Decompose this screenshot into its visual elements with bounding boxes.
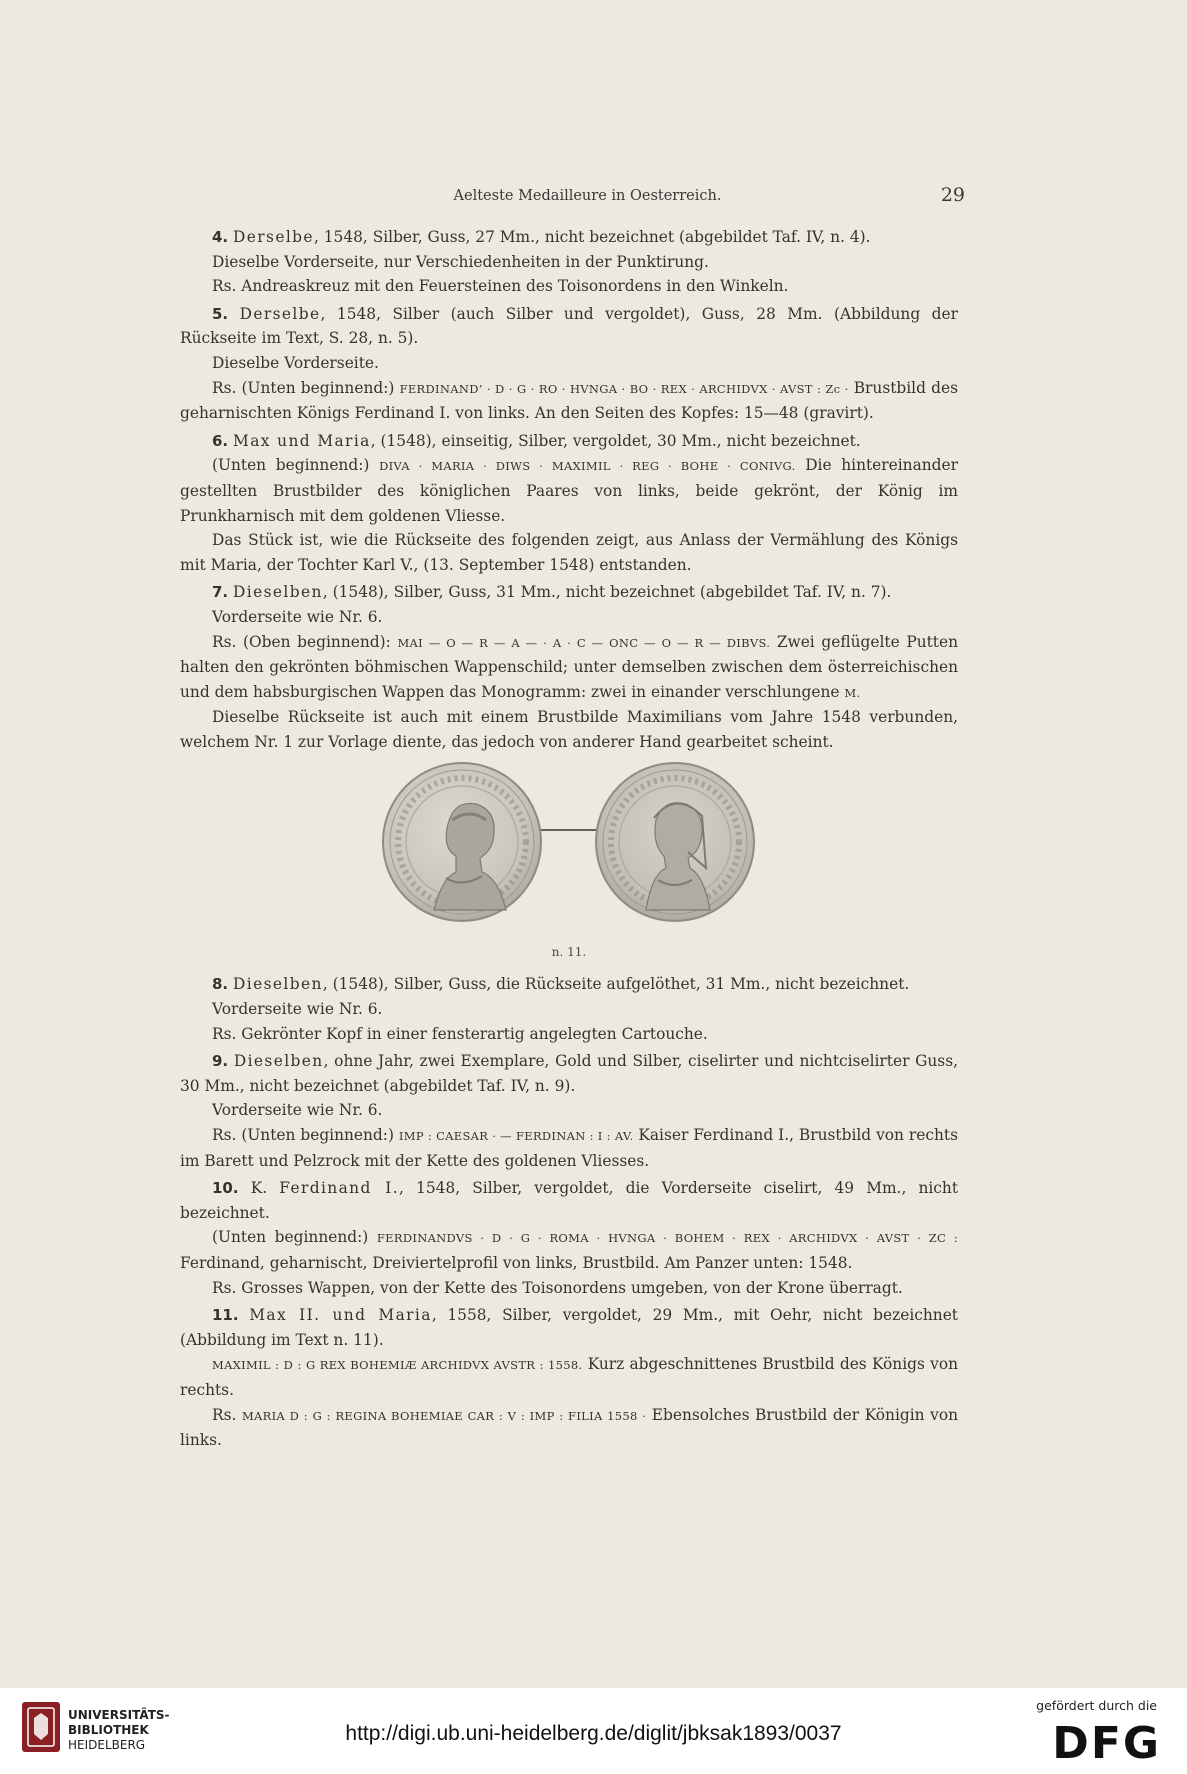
entry-number: 7. — [212, 583, 229, 602]
entry-description: , ohne Jahr, zwei Exemplare, Gold und Silber, ciselirter und nichtciselirter Guss, 30 Mm., nicht bezeichnet (abgebildet Taf. IV, n. 9). — [180, 1052, 958, 1095]
library-line-2: BIBLIOTHEK — [68, 1723, 149, 1737]
entry-4-obverse: Dieselbe Vorderseite, nur Verschiedenheiten in der Punktirung. — [212, 252, 709, 271]
medal-illustration — [180, 760, 958, 966]
entry-description: , (1548), Silber, Guss, die Rückseite aufgelöthet, 31 Mm., nicht bezeichnet. — [322, 975, 910, 994]
entry-8-heading — [180, 972, 958, 997]
entry-9-reverse — [180, 1123, 958, 1173]
page-header — [210, 184, 965, 214]
obverse-description: Die hintereinander gestellten Brustbilder des königlichen Paares von links, beide gekrönt, der König im Prunkharnisch mit dem goldenen Vliesse. — [180, 456, 958, 525]
entry-number: 8. — [212, 975, 229, 994]
entry-11-heading — [180, 1303, 958, 1352]
figure-caption: n. 11. — [551, 945, 587, 960]
reverse-description: Zwei geflügelte Putten halten den gekrönten böhmischen Wappenschild; unter demselben zwischen dem österreichischen und dem habsburgischen Wappen das Monogramm: zwei in einander verschlungene — [180, 632, 958, 701]
entry-4-reverse: Rs. Andreaskreuz mit den Feuersteinen des Toisonordens in den Winkeln. — [212, 277, 789, 296]
obverse-intro: (Unten beginnend:) — [212, 456, 380, 475]
obverse-description: Ferdinand, geharnischt, Dreiviertelprofil von links, Brustbild. Am Panzer unten: 1548. — [180, 1254, 853, 1272]
reverse-intro: Rs. (Unten beginnend:) — [212, 1126, 399, 1145]
entry-name: Derselbe — [239, 304, 321, 323]
entry-name: Max II. und Maria — [249, 1306, 432, 1325]
legend-inscription: FERDINAND’ · D · G · RO · HVNGA · BO · REX · ARCHIDVX · AVST : Zc · — [399, 381, 849, 396]
page-number: 29 — [940, 184, 965, 206]
digitization-footer — [0, 1688, 1187, 1774]
entry-11-reverse — [180, 1403, 958, 1453]
entry-7-note: Dieselbe Rückseite ist auch mit einem Brustbilde Maximilians vom Jahre 1548 verbunden, welchem Nr. 1 zur Vorlage diente, das jedoch von anderer Hand gearbeitet scheint. — [180, 708, 958, 751]
reverse-description: Ebensolches Brustbild der Königin von links. — [180, 1405, 958, 1450]
entry-10-reverse: Rs. Grosses Wappen, von der Kette des Toisonordens umgeben, von der Krone überragt. — [212, 1278, 903, 1297]
reverse-description: Brustbild des geharnischten Königs Ferdinand I. von links. An den Seiten des Kopfes: 15—48 (gravirt). — [180, 378, 958, 423]
entry-number: 4. — [212, 228, 229, 246]
obverse-intro: (Unten beginnend:) — [212, 1228, 377, 1247]
entry-5-obverse: Dieselbe Vorderseite. — [212, 353, 379, 372]
legend-inscription: DIVA · MARIA · DIWS · MAXIMIL · REG · BOHE · CONIVG. — [379, 459, 796, 474]
medal-figure — [180, 760, 958, 966]
entry-5-reverse — [180, 376, 958, 426]
legend-inscription: FERDINANDVS · D · G · ROMA · HVNGA · BOHEM · REX · ARCHIDVX · AVST · ZC : — [376, 1231, 958, 1246]
medal-obverse-king — [383, 763, 541, 921]
permalink-url[interactable]: http://digi.ub.uni-heidelberg.de/diglit/jbksak1893/0037 — [345, 1722, 842, 1745]
entry-7-heading — [180, 580, 958, 605]
legend-inscription: MAI — O — R — A — · A · C — ONC — O — R — DIBVS. — [397, 635, 771, 650]
entry-6-heading — [180, 429, 958, 454]
reverse-intro: Rs. (Unten beginnend:) — [212, 378, 400, 397]
entry-10-obverse — [180, 1225, 958, 1275]
reverse-intro: Rs. (Oben beginnend): — [212, 632, 398, 651]
library-line-1: UNIVERSITÄTS- — [68, 1708, 170, 1722]
entry-number: 9. — [212, 1052, 229, 1071]
entry-name: Dieselben — [233, 583, 323, 602]
entry-name: Derselbe — [233, 228, 314, 246]
entry-description: , 1548, Silber, vergoldet, die Vorderseite ciselirt, 49 Mm., nicht bezeichnet. — [180, 1179, 958, 1222]
entry-number: 10. — [212, 1179, 239, 1198]
library-line-3: HEIDELBERG — [68, 1738, 146, 1752]
medal-reverse-queen — [596, 763, 754, 921]
entry-description: , 1548, Silber, Guss, 27 Mm., nicht bezeichnet (abgebildet Taf. IV, n. 4). — [313, 228, 871, 246]
entry-name: Ferdinand I. — [279, 1179, 400, 1198]
entry-11-obverse — [180, 1352, 958, 1402]
entry-6-note: Das Stück ist, wie die Rückseite des folgenden zeigt, aus Anlass der Vermählung des Königs mit Maria, der Tochter Karl V., (13. September 1548) entstanden. — [180, 531, 958, 574]
entry-description: , (1548), einseitig, Silber, vergoldet, 30 Mm., nicht bezeichnet. — [370, 431, 861, 450]
dfg-logo: DFG — [1052, 1718, 1161, 1769]
funding-caption: gefördert durch die — [1036, 1698, 1157, 1713]
running-title: Aelteste Medailleure in Oesterreich. — [453, 188, 722, 204]
monogram-letter: M. — [844, 685, 861, 700]
legend-inscription: IMP : CAESAR · — FERDINAN : I : AV. — [398, 1129, 634, 1144]
entry-description: , (1548), Silber, Guss, 31 Mm., nicht bezeichnet (abgebildet Taf. IV, n. 7). — [322, 583, 892, 602]
reverse-description: Kaiser Ferdinand I., Brustbild von rechts im Barett und Pelzrock mit der Kette des goldenen Vliesses. — [180, 1126, 958, 1170]
body-text — [180, 222, 958, 1453]
entry-4-heading — [180, 225, 958, 250]
entry-5-heading — [180, 302, 958, 351]
entry-number: 11. — [212, 1306, 239, 1325]
entry-9-obverse: Vorderseite wie Nr. 6. — [212, 1101, 383, 1120]
entry-description: , 1548, Silber (auch Silber und vergoldet), Guss, 28 Mm. (Abbildung der Rückseite im Text, S. 28, n. 5). — [180, 304, 958, 348]
entry-name: Max und Maria — [233, 431, 371, 450]
legend-inscription: MARIA D : G : REGINA BOHEMIAE CAR : V : IMP : FILIA 1558 · — [241, 1408, 647, 1423]
entry-name: Dieselben — [233, 1052, 324, 1071]
entry-6-obverse — [180, 453, 958, 528]
entry-number: 6. — [212, 431, 229, 450]
obverse-description: Kurz abgeschnittenes Brustbild des Königs von rechts. — [180, 1355, 958, 1399]
entry-description: , 1558, Silber, vergoldet, 29 Mm., mit Oehr, nicht bezeichnet (Abbildung im Text n. 11). — [180, 1306, 958, 1349]
entry-10-heading — [180, 1176, 958, 1225]
reverse-intro: Rs. — [212, 1405, 242, 1424]
entry-name: Dieselben — [233, 975, 323, 994]
entry-name-prefix: K. — [250, 1179, 280, 1198]
entry-8-obverse: Vorderseite wie Nr. 6. — [212, 1000, 383, 1019]
entry-number: 5. — [212, 304, 229, 323]
entry-7-obverse: Vorderseite wie Nr. 6. — [212, 607, 383, 626]
entry-8-reverse: Rs. Gekrönter Kopf in einer fensterartig angelegten Cartouche. — [212, 1024, 708, 1043]
legend-inscription: MAXIMIL : D : G REX BOHEMIÆ ARCHIDVX AVSTR : 1558. — [212, 1358, 583, 1373]
entry-7-reverse — [180, 630, 958, 706]
entry-9-heading — [180, 1049, 958, 1098]
